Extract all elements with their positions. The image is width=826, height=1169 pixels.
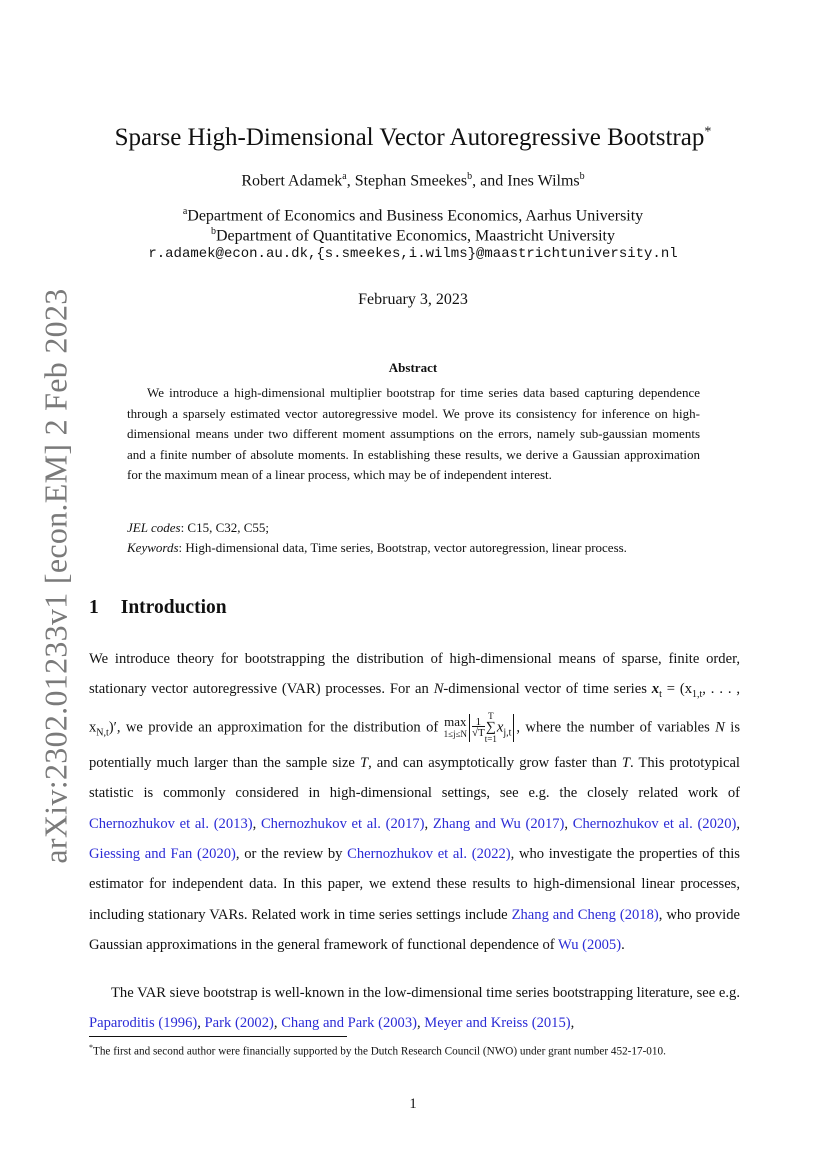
separator: ,: [252, 815, 261, 832]
cite-year: (2002): [234, 1015, 274, 1032]
affiliation-b-sup: b: [211, 226, 216, 237]
keywords: [127, 540, 627, 556]
citation-zhang-cheng-2018[interactable]: [512, 907, 659, 923]
math-max: [443, 713, 468, 740]
p1-text-6: , who provide Gaussian approximations in the general framework of functional dependence of: [89, 906, 740, 953]
footnote: [89, 1040, 740, 1060]
jel-codes: [127, 520, 269, 536]
cite-year: (2003): [378, 1015, 417, 1032]
math-close: )′: [108, 718, 117, 735]
cite-year: (2013): [213, 815, 253, 832]
p1-var-N2: N: [715, 718, 725, 735]
citation-chernozhukov-2017[interactable]: [261, 816, 425, 832]
math-sum-symbol: ∑: [485, 719, 496, 735]
jel-label: JEL codes: [127, 520, 181, 535]
affiliation-a: [0, 206, 826, 225]
citation-wu-2005[interactable]: [558, 937, 621, 953]
cite-author: Park: [204, 1015, 232, 1032]
cite-year: (2018): [619, 906, 659, 923]
p1-text-5: , who investigate the properties of this estimator for independent data. In this paper, we extend these results to high-dimensional linear processes, including stationary VARs. Related work in time series settings include: [89, 845, 740, 923]
cite-author: Chang and Park: [281, 1015, 375, 1032]
section-title: Introduction: [120, 597, 227, 618]
author-wilms: Ines Wilms: [507, 172, 580, 190]
p1-text-7: .: [621, 936, 625, 953]
p1-text-3: , where the number of variables: [516, 718, 716, 735]
cite-year: (2020): [697, 815, 737, 832]
cite-year: (2017): [385, 815, 425, 832]
p1-var-N: N: [433, 681, 444, 698]
math-sum-term-sub: j,t: [503, 726, 512, 738]
title-footnote-mark: *: [704, 124, 712, 140]
separator: ,: [273, 1015, 282, 1032]
math-dots: , . . . , x: [89, 681, 741, 735]
math-sub-Nt: N,t: [96, 726, 109, 738]
citation-chernozhukov-2022[interactable]: [347, 846, 511, 862]
math-max-label: max: [444, 713, 467, 729]
author-and: , and: [472, 172, 508, 190]
math-x-sub: t: [659, 689, 662, 701]
author-separator: ,: [346, 172, 355, 190]
math-sub-1t: 1,t: [692, 689, 703, 701]
citation-chernozhukov-2020[interactable]: [573, 816, 737, 832]
intro-paragraph-1: [89, 644, 740, 960]
separator: ,: [417, 1015, 425, 1032]
citation-paparoditis-1996[interactable]: [89, 1015, 197, 1031]
p1-text-3c: , and can asymptotically grow faster than: [368, 755, 622, 772]
citation-park-2002[interactable]: [205, 1015, 274, 1031]
cite-author: Chernozhukov et al.: [260, 815, 381, 832]
p2-text-1: The VAR sieve bootstrap is well-known in the low-dimensional time series bootstrapping literature, see e.g.: [111, 985, 740, 1001]
affiliation-b: [0, 226, 826, 245]
citation-giessing-fan-2020[interactable]: [89, 846, 236, 862]
cite-year: (2005): [582, 936, 622, 953]
math-sum-term: x: [496, 718, 504, 735]
abstract-heading: Abstract: [388, 360, 438, 375]
math-sum-bottom: t=1: [484, 733, 497, 744]
cite-author: Chernozhukov et al.: [347, 845, 468, 862]
cite-author: Wu: [558, 936, 579, 953]
footnote-rule: [89, 1036, 347, 1037]
math-frac-den: √T: [472, 726, 485, 739]
citation-meyer-kreiss-2015[interactable]: [424, 1015, 570, 1031]
footnote-text: The first and second author were financially supported by the Dutch Research Council (NWO) under grant number 452-17-010.: [93, 1045, 666, 1058]
section-heading-introduction: [89, 597, 227, 619]
cite-year: (2020): [197, 845, 236, 862]
math-max-sub: 1≤j≤N: [443, 728, 468, 739]
author-adamek: Robert Adamek: [241, 172, 343, 190]
p1-text-1b: -dimensional vector of time series: [443, 681, 652, 698]
citation-zhang-wu-2017[interactable]: [433, 816, 565, 832]
p1-text-2: , we provide an approximation for the distribution of: [116, 718, 444, 735]
cite-year: (1996): [158, 1015, 198, 1032]
p1-text-3b: is potentially much larger than the sample size: [89, 718, 741, 772]
footnote-mark: *: [89, 1043, 93, 1052]
intro-paragraph-2: [89, 978, 740, 1039]
math-frac: [472, 717, 485, 739]
citation-chernozhukov-2013[interactable]: [89, 816, 253, 832]
keywords-label: Keywords: [127, 540, 179, 555]
p1-text-3d: . This prototypical statistic is commonly considered in high-dimensional settings, see e.g. the closely related work of: [89, 755, 740, 802]
cite-year: (2022): [471, 845, 511, 862]
author-emails: r.adamek@econ.au.dk,{s.smeekes,i.wilms}@maastrichtuniversity.nl: [148, 246, 678, 262]
math-frac-num: 1: [475, 715, 482, 728]
author-smeekes-sup: b: [467, 171, 473, 182]
cite-author: Chernozhukov et al.: [572, 815, 693, 832]
page-number: 1: [409, 1096, 417, 1112]
cite-author: Chernozhukov et al.: [89, 815, 209, 832]
author-adamek-sup: a: [342, 171, 347, 182]
separator: ,: [424, 815, 433, 832]
math-x-bold: x: [651, 681, 660, 698]
math-sum: [485, 711, 497, 745]
cite-author: Zhang and Wu: [432, 815, 521, 832]
keywords-value: : High-dimensional data, Time series, Bootstrap, vector autoregression, linear process.: [178, 540, 627, 555]
title-text: Sparse High-Dimensional Vector Autoregressive Bootstrap: [114, 124, 705, 151]
p1-var-T2: T: [621, 755, 631, 772]
p1-text-1: We introduce theory for bootstrapping the distribution of high-dimensional means of sparse, finite order, stationary vector autoregressive (VAR) processes. For an: [89, 651, 740, 698]
author-wilms-sup: b: [579, 171, 585, 182]
abstract-body: We introduce a high-dimensional multiplier bootstrap for time series data based capturing dependence through a sparsely estimated vector autoregressive model. We prove its consistency for inference on high-dimensional means under two different moment assumptions on the errors, namely sub-gaussian moments and a finite number of absolute moments. In establishing these results, we derive a Gaussian approximation for the maximum mean of a linear process, which may be of independent interest.: [127, 385, 700, 482]
cite-author: Zhang and Cheng: [511, 906, 616, 923]
math-abs-left: [469, 714, 470, 742]
cite-year: (2015): [531, 1015, 571, 1032]
jel-value: : C15, C32, C55;: [180, 520, 270, 535]
cite-author: Meyer and Kreiss: [424, 1015, 529, 1032]
separator: ,: [197, 1015, 205, 1032]
math-sum-top: T: [488, 710, 494, 721]
math-abs-right: [513, 714, 514, 742]
author-list: [0, 171, 826, 190]
p1-var-T: T: [359, 755, 369, 772]
arxiv-stamp: arXiv:2302.01233v1 [econ.EM] 2 Feb 2023: [37, 288, 74, 864]
section-number: 1: [89, 597, 99, 618]
cite-author: Giessing and Fan: [89, 845, 193, 862]
citation-chang-park-2003[interactable]: [281, 1015, 417, 1031]
affiliation-b-text: Department of Quantitative Economics, Maastricht University: [216, 227, 615, 245]
separator: ,: [736, 815, 741, 832]
cite-year: (2017): [525, 815, 565, 832]
affiliation-a-sup: a: [182, 206, 188, 217]
affiliation-a-text: Department of Economics and Business Economics, Aarhus University: [187, 207, 644, 225]
cite-author: Paparoditis: [89, 1015, 155, 1032]
p2-text-2: ,: [570, 1015, 575, 1032]
separator: ,: [564, 815, 573, 832]
paper-title: [0, 124, 826, 152]
paper-date: February 3, 2023: [358, 291, 468, 308]
author-smeekes: Stephan Smeekes: [354, 172, 468, 190]
p1-text-4: , or the review by: [235, 845, 348, 862]
math-eq: = (x: [661, 681, 692, 698]
